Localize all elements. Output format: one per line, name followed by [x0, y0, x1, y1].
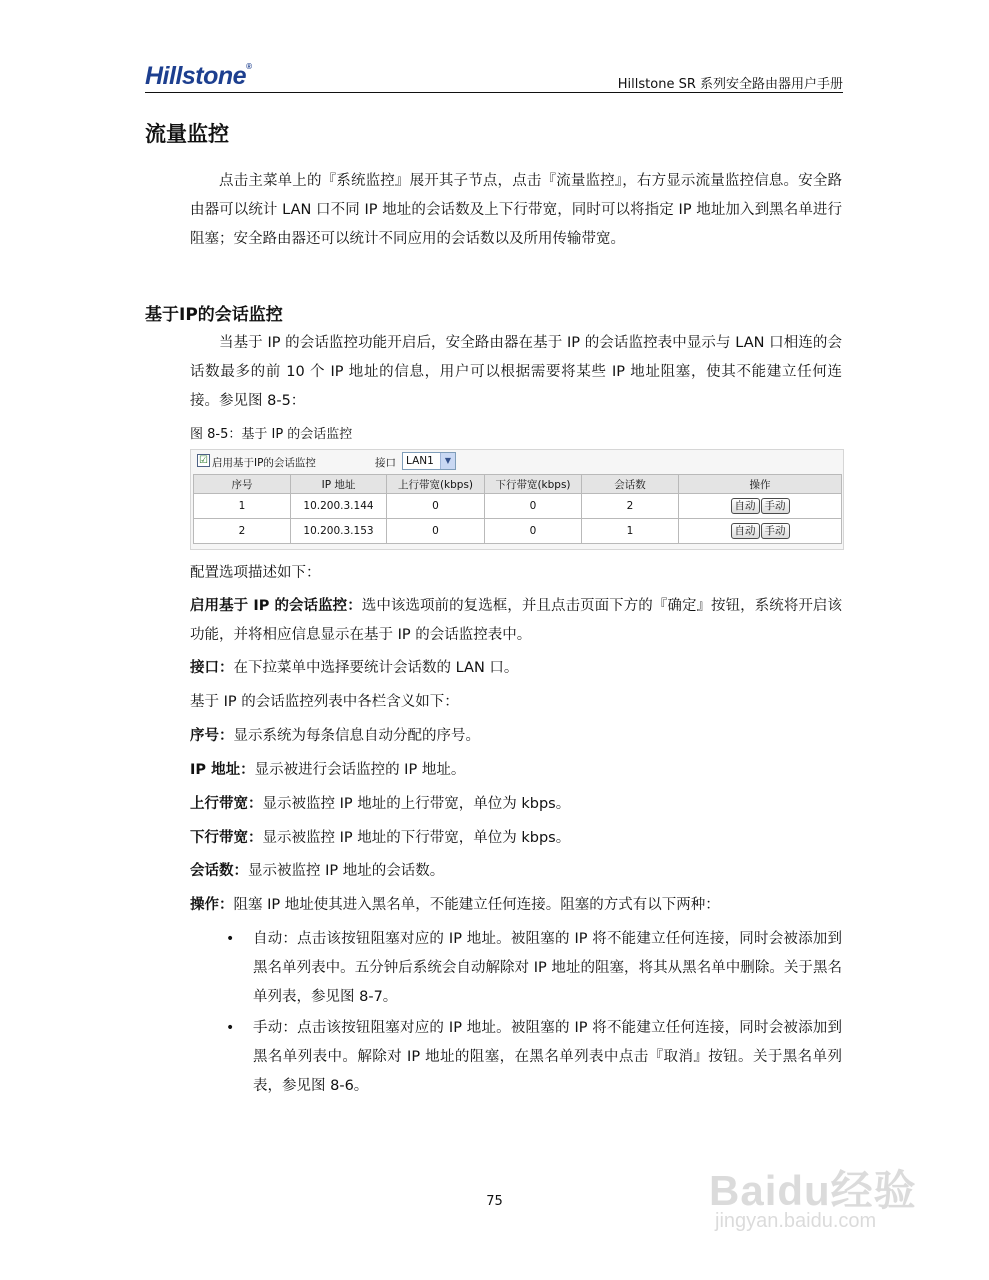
column-download-term: 下行带宽： [190, 830, 263, 846]
option-interface-term: 接口： [190, 660, 234, 676]
cell-sessions: 1 [582, 519, 679, 544]
figure-caption: 图 8-5：基于 IP 的会话监控 [190, 427, 353, 442]
baidu-watermark [697, 1140, 927, 1240]
panel-toolbar [191, 450, 843, 472]
interface-label: 接口 [375, 457, 396, 469]
table-header-row [194, 475, 842, 494]
bullet-icon: • [226, 931, 235, 947]
auto-block-button[interactable]: 自动 [731, 523, 760, 539]
cell-download: 0 [485, 494, 582, 519]
subsection-title: 基于IP的会话监控 [145, 305, 283, 325]
column-index-desc [190, 722, 842, 751]
watermark-main-text: Baidu经验 [709, 1167, 917, 1214]
cell-upload: 0 [387, 519, 485, 544]
column-index-term: 序号： [190, 728, 234, 744]
header-divider [145, 92, 843, 93]
column-header-download: 下行带宽(kbps) [485, 475, 582, 494]
column-download-desc [190, 824, 842, 853]
cell-index: 1 [194, 494, 291, 519]
options-intro: 配置选项描述如下： [190, 565, 321, 581]
column-ip-desc [190, 756, 842, 785]
table-row [194, 519, 842, 544]
interface-select[interactable] [402, 452, 456, 470]
cell-actions [679, 519, 842, 544]
option-enable-term: 启用基于 IP 的会话监控： [190, 598, 362, 614]
page-number: 75 [486, 1194, 503, 1209]
column-header-index: 序号 [194, 475, 291, 494]
cell-actions [679, 494, 842, 519]
bullet-auto-text: 自动：点击该按钮阻塞对应的 IP 地址。被阻塞的 IP 将不能建立任何连接，同时会被添加到黑名单列表中。五分钟后系统会自动解除对 IP 地址的阻塞，将其从黑名单中删除。关于黑名单列表，参见图 8-7。 [253, 931, 842, 1005]
chevron-down-icon[interactable]: ▼ [440, 453, 455, 469]
auto-block-button[interactable]: 自动 [731, 498, 760, 514]
watermark-sub-text: jingyan.baidu.com [715, 1210, 877, 1232]
column-action-term: 操作： [190, 897, 234, 913]
table-row [194, 494, 842, 519]
column-upload-desc [190, 790, 842, 819]
ip-session-monitor-panel [190, 449, 844, 550]
hillstone-logo: Hillstone® [145, 62, 252, 90]
cell-download: 0 [485, 519, 582, 544]
option-enable-desc: 选中该选项前的复选框，并且点击页面下方的『确定』按钮，系统将开启该功能，并将相应信息显示在基于 IP 的会话监控表中。 [190, 598, 842, 643]
cell-upload: 0 [387, 494, 485, 519]
column-header-sessions: 会话数 [582, 475, 679, 494]
subsection-intro: 当基于 IP 的会话监控功能开启后，安全路由器在基于 IP 的会话监控表中显示与 LAN 口相连的会话数最多的前 10 个 IP 地址的信息，用户可以根据需要将某些 IP 地址阻塞，使其不能建立任何连接。参见图 8-5： [190, 335, 842, 409]
manual-block-button[interactable]: 手动 [761, 523, 790, 539]
columns-intro: 基于 IP 的会话监控列表中各栏含义如下： [190, 694, 459, 710]
column-header-ip: IP 地址 [291, 475, 387, 494]
column-sessions-text: 显示被监控 IP 地址的会话数。 [248, 863, 445, 879]
cell-sessions: 2 [582, 494, 679, 519]
section-intro: 点击主菜单上的『系统监控』展开其子节点，点击『流量监控』，右方显示流量监控信息。安全路由器可以统计 LAN 口不同 IP 地址的会话数及上下行带宽，同时可以将指定 IP 地址加入到黑名单进行阻塞；安全路由器还可以统计不同应用的会话数以及所用传输带宽。 [190, 173, 842, 247]
document-title: Hillstone SR 系列安全路由器用户手册 [617, 77, 843, 92]
cell-ip: 10.200.3.144 [291, 494, 387, 519]
option-interface-desc: 在下拉菜单中选择要统计会话数的 LAN 口。 [233, 660, 519, 676]
manual-block-button[interactable]: 手动 [761, 498, 790, 514]
interface-select-value: LAN1 [406, 455, 434, 467]
option-interface [190, 654, 842, 683]
session-table [193, 474, 842, 544]
column-ip-term: IP 地址： [190, 762, 255, 778]
column-header-action: 操作 [679, 475, 842, 494]
column-sessions-term: 会话数： [190, 863, 248, 879]
section-title: 流量监控 [145, 122, 229, 146]
column-action-text: 阻塞 IP 地址使其进入黑名单，不能建立任何连接。阻塞的方式有以下两种： [233, 897, 720, 913]
option-enable [190, 592, 842, 650]
enable-monitor-checkbox[interactable]: ☑ [197, 454, 210, 467]
column-download-text: 显示被监控 IP 地址的下行带宽，单位为 kbps。 [262, 830, 571, 846]
column-action-desc [190, 891, 842, 920]
cell-index: 2 [194, 519, 291, 544]
bullet-icon: • [226, 1020, 235, 1036]
cell-ip: 10.200.3.153 [291, 519, 387, 544]
column-upload-text: 显示被监控 IP 地址的上行带宽，单位为 kbps。 [262, 796, 571, 812]
column-ip-text: 显示被进行会话监控的 IP 地址。 [254, 762, 466, 778]
column-upload-term: 上行带宽： [190, 796, 263, 812]
column-header-upload: 上行带宽(kbps) [387, 475, 485, 494]
bullet-manual-text: 手动：点击该按钮阻塞对应的 IP 地址。被阻塞的 IP 将不能建立任何连接，同时会被添加到黑名单列表中。解除对 IP 地址的阻塞，在黑名单列表中点击『取消』按钮。关于黑名单列表，参见图 8-6。 [253, 1020, 842, 1094]
enable-monitor-label: 启用基于IP的会话监控 [212, 457, 316, 469]
column-sessions-desc [190, 857, 842, 886]
column-index-text: 显示系统为每条信息自动分配的序号。 [233, 728, 480, 744]
